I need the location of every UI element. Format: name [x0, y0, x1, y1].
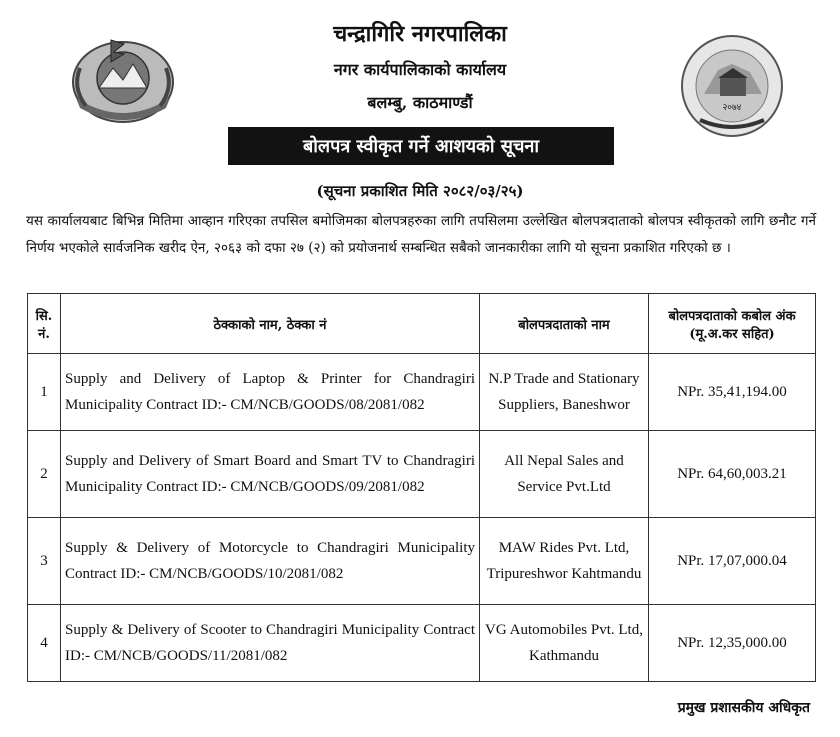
row-sn: 2	[28, 431, 61, 518]
signatory: प्रमुख प्रशासकीय अधिकृत	[677, 700, 810, 716]
header-amount: बोलपत्रदाताको कबोल अंक (मू.अ.कर सहित)	[649, 294, 816, 354]
row-sn: 4	[28, 605, 61, 682]
table-row	[28, 605, 816, 682]
row-sn: 3	[28, 518, 61, 605]
table-row	[28, 354, 816, 431]
office-name: नगर कार्यपालिकाको कार्यालय	[333, 60, 507, 79]
row-sn: 1	[28, 354, 61, 431]
publish-date: (सूचना प्रकाशित मिति २०८२/०३/२५)	[316, 182, 524, 200]
row-work: Supply & Delivery of Motorcycle to Chandragiri Municipality Contract ID:- CM/NCB/GOODS/10/2081/082	[61, 518, 480, 605]
row-work: Supply and Delivery of Smart Board and Smart TV to Chandragiri Municipality Contract ID:- CM/NCB/GOODS/09/2081/082	[61, 431, 480, 518]
bid-table	[27, 293, 816, 682]
row-amount: NPr. 12,35,000.00	[649, 605, 816, 682]
municipality-logo-icon	[680, 34, 784, 138]
row-bidder: MAW Rides Pvt. Ltd, Tripureshwor Kahtmandu	[480, 518, 649, 605]
row-bidder: VG Automobiles Pvt. Ltd, Kathmandu	[480, 605, 649, 682]
row-work: Supply and Delivery of Laptop & Printer for Chandragiri Municipality Contract ID:- CM/NCB/GOODS/08/2081/082	[61, 354, 480, 431]
logo-year: २०७४	[722, 103, 742, 113]
office-address: बलम्बु, काठमाण्डौं	[367, 93, 473, 112]
table-row	[28, 518, 816, 605]
row-amount: NPr. 64,60,003.21	[649, 431, 816, 518]
header-work: ठेक्काको नाम, ठेक्का नं	[61, 294, 480, 354]
row-bidder: All Nepal Sales and Service Pvt.Ltd	[480, 431, 649, 518]
municipality-name: चन्द्रागिरि नगरपालिका	[333, 21, 507, 47]
notice-title: बोलपत्र स्वीकृत गर्ने आशयको सूचना	[228, 127, 614, 165]
notice-body: यस कार्यालयबाट बिभिन्न मितिमा आव्हान गरिएका तपसिल बमोजिमका बोलपत्रहरुका लागि तपसिलमा उल्लेखित बोलपत्रदाताको बोलपत्र स्वीकृतको लागि छनौट गर्ने निर्णय भएकोले सार्वजनिक खरीद ऐन, २०६३ को दफा २७ (२) को प्रयोजनार्थ सम्बन्धित सबैको जानकारीका लागि यो सूचना प्रकाशित गरिएको छ ।	[26, 213, 816, 256]
row-work: Supply & Delivery of Scooter to Chandragiri Municipality Contract ID:- CM/NCB/GOODS/11/2081/082	[61, 605, 480, 682]
table-row	[28, 431, 816, 518]
header-sn: सि. नं.	[28, 294, 61, 354]
table-header-row	[28, 294, 816, 354]
row-bidder: N.P Trade and Stationary Suppliers, Baneshwor	[480, 354, 649, 431]
header-bidder: बोलपत्रदाताको नाम	[480, 294, 649, 354]
row-amount: NPr. 17,07,000.04	[649, 518, 816, 605]
row-amount: NPr. 35,41,194.00	[649, 354, 816, 431]
